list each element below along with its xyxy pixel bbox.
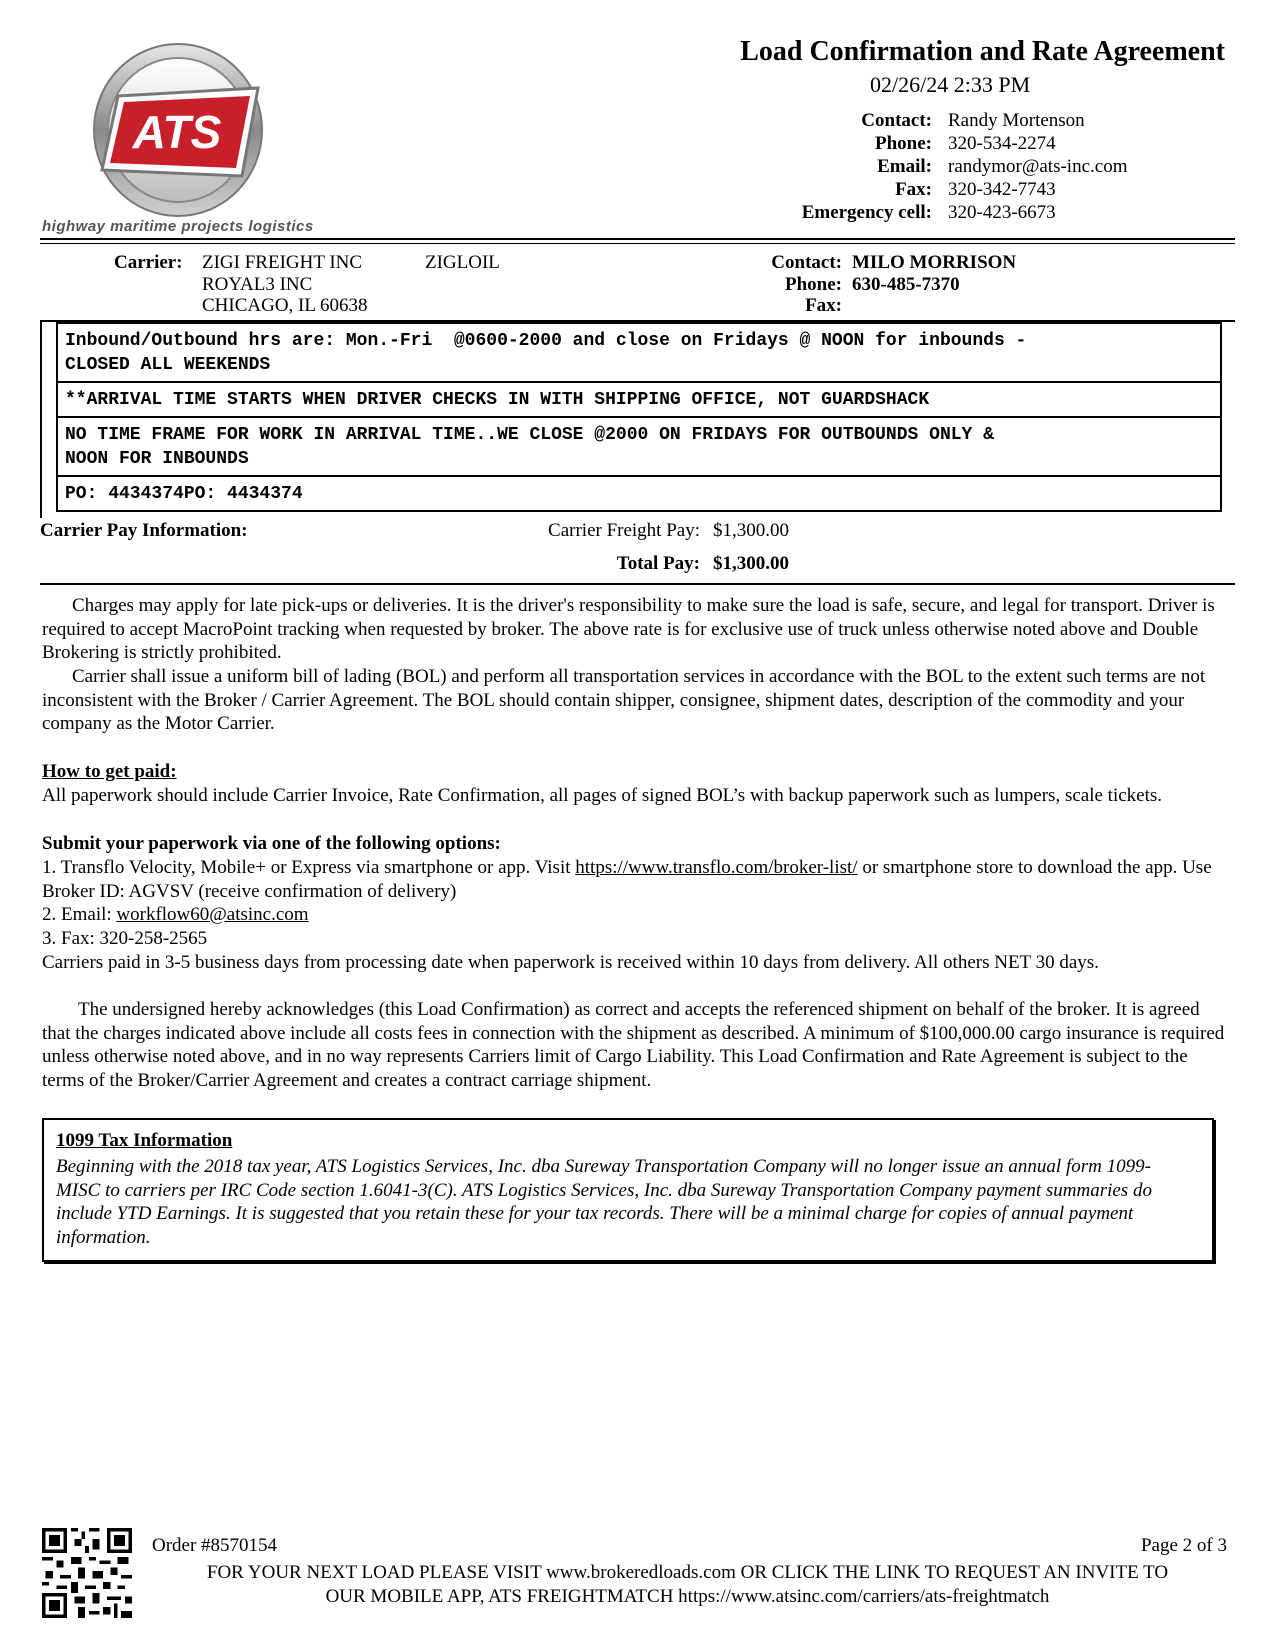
carrier-fax-label: Fax: [805,295,842,316]
option-transflo-text-end: or smartphone store to download the app. Use Broker ID: AGVSV (receive confirmation of delivery) [42,857,1212,902]
option-email-text: 2. Email: [42,904,117,925]
contact-value: Randy Mortenson [948,110,1085,131]
payment-timing: Carriers paid in 3-5 business days from processing date when paperwork is received within 10 days from delivery. All others NET 30 days. [42,952,1099,973]
emergency-cell-label: Emergency cell: [801,202,932,223]
phone-value: 320-534-2274 [948,133,1056,154]
logo-tagline: highway maritime projects logistics [42,218,314,235]
transflo-link[interactable]: https://www.transflo.com/broker-list/ [575,857,858,878]
tax-info-box [42,1118,1214,1262]
tax-info-title: 1099 Tax Information [56,1130,233,1151]
total-pay-label: Total Pay: [616,553,700,574]
tax-info-text: Beginning with the 2018 tax year, ATS Logistics Services, Inc. dba Sureway Transportation Company will no longer issue an annual form 1099-MISC to carriers per IRC Code section 1.6041-3(C). ATS Logistics Services, Inc. dba Sureway Transportation Company payment summaries do include YTD Earnings. It is suggested that you retain these for your tax records. There will be a minimal charge for copies of annual payment information. [56,1156,1152,1248]
carrier-name: ZIGI FREIGHT INC [202,252,363,273]
email-label: Email: [877,156,932,177]
ats-logo [40,38,330,238]
email-link[interactable]: workflow60@atsinc.com [116,904,309,925]
emergency-cell-value: 320-423-6673 [948,202,1056,223]
email-value[interactable]: randymor@ats-inc.com [948,156,1128,177]
terms-paragraph-1: Charges may apply for late pick-ups or deliveries. It is the driver's responsibility to make sure the load is safe, secure, and legal for transport. Driver is required to accept MacroPoint tracking when requested by broker. The above rate is for exclusive use of truck unless otherwise noted above and Double Brokering is strictly prohibited. [42,595,1215,663]
carrier-contact-label: Contact: [771,252,842,273]
header-divider-thin [40,243,1235,244]
freight-pay-value: $1,300.00 [713,520,789,541]
carrier-phone-value: 630-485-7370 [852,274,960,295]
order-number: Order #8570154 [152,1535,278,1556]
page-number: Page 2 of 3 [1140,1535,1227,1556]
how-to-get-paid-heading: How to get paid: [42,761,177,782]
carrier-phone-label: Phone: [785,274,842,295]
document-date: 02/26/24 2:33 PM [870,72,1031,97]
document-title: Load Confirmation and Rate Agreement [740,36,1225,67]
fax-value: 320-342-7743 [948,179,1056,200]
terms-paragraph-2: Carrier shall issue a uniform bill of lading (BOL) and perform all transportation services in accordance with the BOL to the extent such terms are not inconsistent with the Broker / Carrier Agreement. The BOL should contain shipper, consignee, shipment dates, description of the commodity and your company as the Motor Carrier. [42,666,1206,734]
carrier-code: ZIGLOIL [425,252,500,273]
instruction-row: NO TIME FRAME FOR WORK IN ARRIVAL TIME..WE CLOSE @2000 ON FRIDAYS FOR OUTBOUNDS ONLY & NOON FOR INBOUNDS [58,418,1220,477]
logo-text: ATS [132,106,222,158]
footer-promo-line1: FOR YOUR NEXT LOAD PLEASE VISIT www.brokeredloads.com OR CLICK THE LINK TO REQUEST AN INVITE TO [206,1562,1169,1583]
option-fax: 3. Fax: 320-258-2565 [42,928,208,949]
instruction-row: Inbound/Outbound hrs are: Mon.-Fri @0600-2000 and close on Fridays @ NOON for inbounds - CLOSED ALL WEEKENDS [58,324,1220,383]
paperwork-intro: All paperwork should include Carrier Invoice, Rate Confirmation, all pages of signed BOL’s with backup paperwork such as lumpers, scale tickets. [42,785,1163,806]
submit-heading: Submit your paperwork via one of the following options: [42,833,501,854]
option-transflo-text: 1. Transflo Velocity, Mobile+ or Express via smartphone or app. Visit [42,857,576,878]
total-pay-value: $1,300.00 [713,553,789,574]
pay-divider [40,583,1235,585]
contact-label: Contact: [861,110,932,131]
option-transflo [42,856,1232,903]
instructions-table [56,322,1222,512]
carrier-line2: ROYAL3 INC [202,274,313,295]
instruction-row: **ARRIVAL TIME STARTS WHEN DRIVER CHECKS IN WITH SHIPPING OFFICE, NOT GUARDSHACK [58,383,1220,418]
header-divider [40,238,1235,240]
carrier-pay-heading: Carrier Pay Information: [40,520,248,541]
carrier-label: Carrier: [114,252,183,273]
fax-label: Fax: [895,179,932,200]
po-row: PO: 4434374PO: 4434374 [65,484,303,504]
freight-pay-label: Carrier Freight Pay: [548,520,700,541]
qr-code-icon [42,1528,132,1618]
phone-label: Phone: [875,133,932,154]
carrier-contact-value: MILO MORRISON [852,252,1017,273]
carrier-address: CHICAGO, IL 60638 [202,295,368,316]
instructions-outer-border [40,322,42,518]
acknowledgment-paragraph: The undersigned hereby acknowledges (this Load Confirmation) as correct and accepts the referenced shipment on behalf of the broker. It is agreed that the charges indicated above include all costs fees in connection with the shipment as described. A minimum of $100,000.00 cargo insurance is required unless otherwise noted above, and in no way represents Carriers limit of Cargo Liability. This Load Confirmation and Rate Agreement is subject to the terms of the Broker/Carrier Agreement and creates a contract carriage shipment. [42,999,1225,1091]
option-email [42,903,1232,927]
footer-promo-line2: OUR MOBILE APP, ATS FREIGHTMATCH https://www.atsinc.com/carriers/ats-freightmatch [325,1586,1050,1607]
